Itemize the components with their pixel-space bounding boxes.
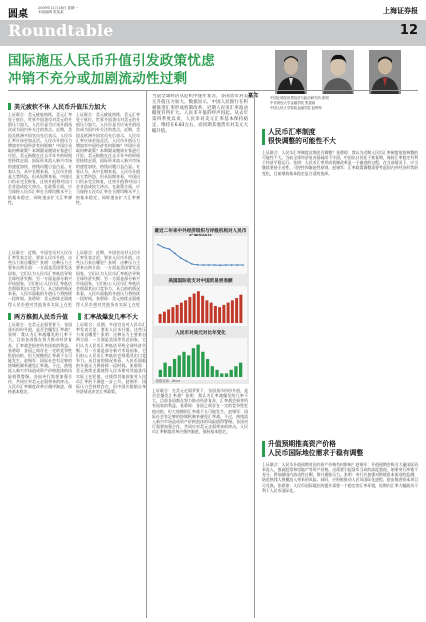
chart1-point — [208, 264, 210, 266]
chart3-bar — [187, 355, 190, 377]
chart1-point — [180, 257, 182, 259]
column-rule — [254, 90, 255, 618]
chart3-bar — [201, 352, 204, 377]
subhead-marker — [78, 313, 81, 320]
chart3-bar — [168, 366, 171, 377]
chart1-point — [191, 263, 193, 265]
subhead-line-1: 人民币汇率制度 — [268, 128, 316, 136]
subhead-marker — [262, 129, 265, 145]
chart1-point — [225, 264, 227, 266]
article-col-right-bottom: 上证联合：人民币升值预期对国内资产价格有何影响？赵锡军：升值预期会吸引大量国际资本流入，推高股票和房地产等资产价格。这需要引起货币当局的高度重视。如果央行冲销不充分，将加剧国内流动性过剩，推升通胀压力。张明：央行应加强对跨境资本流动的监测，防范热钱大规模流入带来的风险。同时，应积极推动人民币国际化进程，稳步推进资本项目可兑换。张碧琼：人民币国际地位的提升需要一个稳定的汇率环境，短期内汇率大幅波动不利于人民币国际化。 — [262, 462, 418, 493]
page-header — [0, 0, 426, 46]
subhead-two-sides — [8, 312, 72, 321]
chart2-bar — [184, 300, 187, 323]
chart3-bar — [206, 359, 209, 377]
subhead-marker — [8, 103, 11, 110]
article-col-right: 上证联合：人民币汇率制度近期会否调整？张碧琼：我认为近期人民币汇率制度很快调整的可能性不大。当前全球经济复苏基础尚不牢固，中国出口仍处于恢复期，保持汇率稳定有利于经济平稳运行。张明：人民币汇率形成机制改革是一个渐进的过程，在当前情况下，应当继续坚持主动性、可控性和渐进性原则。赵锡军：汇率政策调整需要考虑国内外经济形势的变化，目前维持基本稳定是合适的选择。 — [262, 150, 418, 176]
chart3-bar — [230, 370, 233, 377]
chart3-bg — [154, 338, 247, 380]
subhead-line-1: 升值预期推高资产价格 — [268, 440, 336, 448]
chart2-bar — [197, 291, 200, 323]
chart2-bar — [218, 307, 221, 323]
guest-photo-2 — [322, 50, 354, 94]
guests-label: 嘉宾 — [248, 93, 259, 99]
chart2-bar — [176, 305, 179, 323]
chart2-bar — [231, 300, 234, 323]
subhead-marker — [262, 441, 265, 457]
chart1-point — [197, 264, 199, 266]
chart1-point — [214, 264, 216, 266]
chart2-bar — [210, 303, 213, 323]
headline-rule — [8, 90, 418, 91]
chart1-point — [157, 244, 159, 246]
chart1-bg — [154, 236, 247, 274]
chart3-bar — [196, 345, 199, 377]
chart1-line — [154, 236, 247, 274]
issue-date: 2009年11月16日 星期一 — [38, 6, 78, 10]
chart2-title: 美国国际收支对中国贸易逆差额 — [168, 279, 233, 284]
article-col-1c: 上证联合：近期，多国官员对人民币汇率发表言论，要求人民币升值。这些压力来自哪里？张明：这种压力主要来自两方面：一方面是美国等发达国家，它们认为人民币汇率低估导致全球经济失衡；另一方面是部分新兴市场国家，它们担心人民币汇率低估会削弱其出口竞争力。从目前的情况来看，人民币面临的升值压力将持续一段时间。张碧琼：美元持续走弱使得人民币相对其他货币实际上在贬 — [8, 250, 72, 307]
guest-portrait-3 — [369, 50, 401, 94]
guest-1: 中国社科院世界经济与政治研究所 张明 — [270, 96, 329, 100]
page-number: 12 — [399, 23, 418, 38]
guest-list — [270, 96, 420, 112]
chart3-bar — [220, 373, 223, 377]
chart2-bar — [201, 296, 204, 323]
midcol-summary: 当前全球经济从危机中逐步复苏，多国货币对美元升值压力加大。数据显示，中国人民银行在积极推进汇率形成机制改革，近期人民币汇率波动幅度有所扩大。人民币升值的呼声再起。从去年第四季度以来，人民币对美元汇率基本保持稳定，维持在6.83左右。而同期其他货币对美元大幅升值。 — [152, 94, 248, 134]
subhead-fx-war — [78, 312, 148, 321]
chart2-bar — [159, 314, 162, 323]
chart2-bar — [205, 300, 208, 323]
subhead-text: 两方推拥人民币升值 — [14, 314, 69, 321]
chart3-bar — [159, 370, 162, 377]
chart2-bar — [193, 294, 196, 323]
chart1-point — [231, 264, 233, 266]
chart2-bar — [171, 307, 174, 323]
chart3-bar — [211, 366, 214, 377]
midcol-article: 上证联合：在美元走弱背景下，各国货币纷纷升值，是否会爆发汇率战？张明：我认为汇率战爆发的几率不大。目前各国都在努力推动经济复苏，汇率战会损害所有国家的利益。张碧琼：各国之间存在一定的竞争性贬值动机，但大规模的汇率战不太可能发生。赵锡军：国际社会有足够的协调机制来避免汇率战。不过，热钱流入新兴市场造成资产价格泡沫的风险值得警惕。各国央行需要加强合作，共同应对美元走弱带来的冲击。人民币汇率制度改革应循序渐进，保持基本稳定。 — [152, 388, 248, 435]
article-col-1a: 上证联合：美元疲软持续，美元汇率处于低位，世界多国货币对美元的升值压力加大，人民币是否应该升值再次成为国内外关注的焦点。近期，美国及欧洲多国官员先后表示，人民币汇率应该更加灵活。人民币升值压力增加对中国经济有何影响？中国应采取何种政策？本期圆桌邀请专家进行讨论。美元指数在过去半年多的时间里持续走弱，国际资本流入新兴市场的速度加快，热钱问题日益凸显。专家认为，从中长期来看，人民币升值是大势所趋，但从短期来看，中国出口仍未完全恢复，过快升值将对出口企业造成较大冲击。在政策方面，应当保持人民币汇率在合理均衡水平上的基本稳定，同时逐步扩大汇率弹性。 — [8, 112, 72, 205]
chart3-bar — [234, 366, 237, 377]
chart1-point — [186, 260, 188, 262]
header-band — [0, 20, 426, 46]
chart3-bar — [215, 370, 218, 377]
guest-3: 中国人民大学财政金融学院 赵锡军 — [270, 106, 322, 111]
chart1-point — [163, 247, 165, 249]
subhead-line-2: 人民币国际地位需求于稳有调整 — [268, 449, 364, 457]
chart1-title: 最近二年来中外经济组织与评级机构对人民币 — [154, 229, 247, 234]
header-top-row — [8, 5, 418, 19]
subhead-usd-weak — [8, 102, 146, 111]
chart2-bar — [227, 303, 230, 323]
article-col-1d: 上证联合：近期，多国官员对人民币汇率发表言论，要求人民币升值。这些压力来自哪里？张明：这种压力主要来自两方面：一方面是美国等发达国家，它们认为人民币汇率低估导致全球经济失衡；另一方面是部分新兴市场国家，它们担心人民币汇率低估会削弱其出口竞争力。从目前的情况来看，人民币面临的升值压力将持续一段时间。张碧琼：美元持续走弱使得人民币相对其他货币实际上在贬 — [76, 250, 140, 307]
chart2-bar — [222, 305, 225, 323]
guest-photo-3 — [369, 50, 401, 94]
article-col-2a: 上证联合：在美元走弱背景下，各国货币纷纷升值，是否会爆发汇率战？张明：我认为汇率战爆发的几率不大。目前各国都在努力推动经济复苏，汇率战会损害所有国家的利益。张碧琼：各国之间存在一定的竞争性贬值动机，但大规模的汇率战不太可能发生。赵锡军：国际社会有足够的协调机制来避免汇率战。不过，热钱流入新兴市场造成资产价格泡沫的风险值得警惕。各国央行需要加强合作，共同应对美元走弱带来的冲击。人民币汇率制度改革应循序渐进，保持基本稳定。 — [8, 322, 72, 395]
guest-photo-1 — [275, 50, 307, 94]
headline-line-1: 国际施压人民币升值引发政策忧虑 — [8, 53, 215, 69]
subhead-regime — [262, 128, 412, 146]
chart2-bars — [154, 286, 247, 326]
chart2-bar — [180, 303, 183, 323]
chart2-bar — [235, 298, 238, 323]
chart3-bar — [239, 363, 242, 377]
chart3-bar — [178, 355, 181, 377]
column-rule — [146, 90, 147, 618]
guest-portrait-1 — [275, 50, 307, 94]
chart2-bar — [214, 306, 217, 323]
subhead-asset-prices — [262, 440, 412, 458]
chart2-bar — [239, 295, 242, 323]
section-name: 圆桌 — [8, 9, 28, 20]
chart3-bar — [182, 352, 185, 377]
editor-line: 本版编辑 张某某 — [38, 10, 64, 15]
chart1-point — [169, 248, 171, 250]
subhead-line-2: 很快调整的可能性不大 — [268, 137, 336, 145]
chart2-bar — [188, 297, 191, 323]
chart3-bar — [225, 373, 228, 377]
guest-2: 中央财经大学金融学院 张碧琼 — [270, 101, 316, 106]
article-col-1b: 上证联合：美元疲软持续，美元汇率处于低位，世界多国货币对美元的升值压力加大，人民币是否应该升值再次成为国内外关注的焦点。近期，美国及欧洲多国官员先后表示，人民币汇率应该更加灵活。人民币升值压力增加对中国经济有何影响？中国应采取何种政策？本期圆桌邀请专家进行讨论。美元指数在过去半年多的时间里持续走弱，国际资本流入新兴市场的速度加快，热钱问题日益凸显。专家认为，从中长期来看，人民币升值是大势所趋，但从短期来看，中国出口仍未完全恢复，过快升值将对出口企业造成较大冲击。在政策方面，应当保持人民币汇率在合理均衡水平上的基本稳定，同时逐步扩大汇率弹性。 — [76, 112, 140, 205]
header-meta — [38, 6, 78, 15]
headline-line-2: 冲销不充分或加剧流动性过剩 — [8, 71, 188, 87]
chart3-bar — [192, 348, 195, 377]
subhead-text: 美元疲软不休 人民币升值压力加大 — [14, 104, 107, 111]
main-headline — [8, 52, 238, 88]
chart1-point — [220, 264, 222, 266]
chart3-bar — [173, 359, 176, 377]
chart2-bar — [167, 309, 170, 323]
subhead-text: 汇率战爆发几率不大 — [84, 314, 139, 321]
chart1-point — [237, 264, 239, 266]
section-english-title: Roundtable — [8, 21, 114, 40]
chart1-point — [174, 253, 176, 255]
chart3-bar — [163, 363, 166, 377]
chart-source: 数据来源：Wind — [156, 379, 180, 383]
chart-figure — [152, 226, 249, 384]
guest-portrait-2 — [322, 50, 354, 94]
chart1-point — [242, 264, 244, 266]
chart3-title: 人民币对美元对比年变化 — [175, 331, 226, 336]
chart1-point — [203, 264, 205, 266]
article-col-2b: 上证联合：近期，多国官员对人民币汇率发表言论，要求人民币升值。这些压力来自哪里？张明：这种压力主要来自两方面：一方面是美国等发达国家，它们认为人民币汇率低估导致全球经济失衡；另一方面是部分新兴市场国家，它们担心人民币汇率低估会削弱其出口竞争力。从目前的情况来看，人民币面临的升值压力将持续一段时间。张碧琼：美元持续走弱使得人民币相对其他货币实际上在贬值，这使得其他国家对人民币汇率的不满进一步上升。赵锡军：国际压力会持续存在，但中国应根据自身经济情况决定汇率政策。 — [76, 322, 146, 395]
subhead-marker — [8, 313, 11, 320]
newspaper-name: 上海证券报 — [383, 6, 418, 15]
chart2-bar — [163, 312, 166, 323]
chart3-bars — [154, 338, 247, 380]
